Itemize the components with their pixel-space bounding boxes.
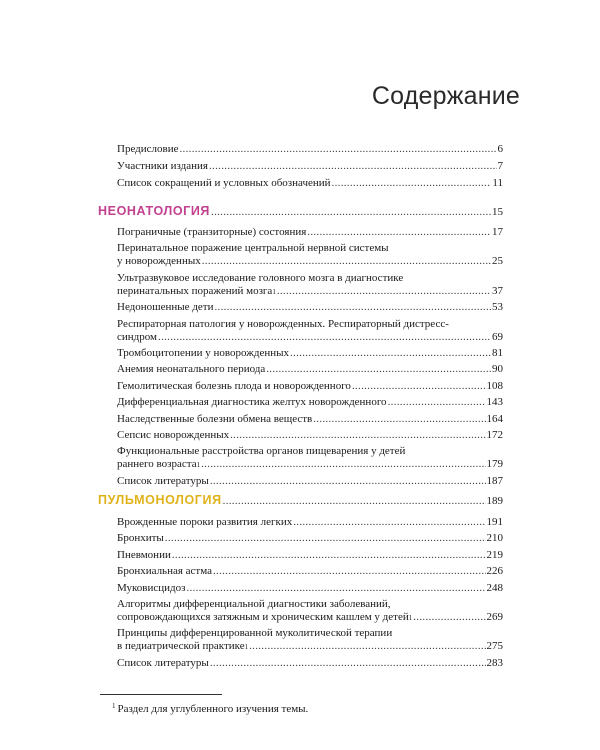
toc-entry[interactable] [117,363,503,376]
toc-entry[interactable] [117,429,503,442]
dot-leader [211,206,491,219]
page-number: 25 [492,255,503,268]
page-number: 179 [486,458,503,471]
toc-entry-text: Недоношенные дети [117,301,214,314]
footnote-text: Раздел для углубленного изучения темы. [117,703,309,715]
toc-entry[interactable] [117,565,503,578]
dot-leader [290,347,491,360]
toc-entry-text: Список литературы [117,474,209,487]
toc-entry-text: Бронхиты [117,532,164,545]
toc-entry[interactable] [117,475,503,488]
toc-entry-line: Респираторная патология у новорожденных. Респираторный дистресс- [117,317,449,330]
page-number: 90 [492,363,503,376]
toc-entry-text: Дифференциальная диагностика желтух новорожденного [117,396,387,409]
toc-entry-front[interactable] [117,143,503,156]
page-number: 191 [486,516,503,528]
toc-entry-text: у новорожденных [117,255,201,268]
toc-entry-text: сопровождающихся затяжным и хроническим кашлем у детей [117,611,409,623]
toc-entry[interactable] [117,532,503,545]
page-number: 11 [492,177,503,189]
toc-entry[interactable] [117,549,503,562]
dot-leader [209,160,497,173]
toc-entry-text: Пограничные (транзиторные) состояния [117,226,307,238]
page-number: 248 [486,581,503,594]
toc-entry-text: Бронхиальная астма [117,565,212,578]
toc-entry[interactable]: сопровождающихся затяжным и хроническим кашлем у детей 1 ..... 269 [117,611,503,624]
toc-entry-text: синдром [117,330,158,343]
toc-entry[interactable] [117,347,503,360]
toc-entry[interactable] [117,396,503,409]
page-number: 7 [497,160,503,172]
dot-leader [307,226,491,239]
dot-leader [158,331,491,344]
toc-entry[interactable]: в педиатрической практике 1 ..... 275 [117,640,503,653]
dot-leader [293,516,485,529]
toc-entry-line: Функциональные расстройства органов пищеварения у детей [117,445,406,458]
dot-leader [277,285,491,298]
toc-entry-text: Врожденные пороки развития легких [117,516,293,528]
page-number: 210 [486,532,503,545]
dot-leader [180,143,497,156]
toc-entry-text: Наследственные болезни обмена веществ [117,412,313,425]
toc-entry[interactable]: раннего возраста 1 ..... 179 [117,458,503,471]
page-number: 17 [492,226,503,238]
footnote [112,702,308,715]
toc-entry-text: Пневмонии [117,548,171,561]
page-number: 172 [486,429,503,441]
footnote-divider [100,694,222,695]
page-number: 108 [486,379,503,392]
toc-entry-front[interactable] [117,177,503,190]
toc-entry-text: Муковисцидоз [117,581,186,594]
dot-leader [172,549,486,562]
toc-entry-text: раннего возраста [117,458,197,471]
page-number: 6 [497,143,503,155]
page-number: 269 [486,611,503,623]
toc-entry[interactable] [117,516,503,529]
dot-leader [249,640,485,653]
toc-entry[interactable] [117,380,503,393]
page-number: 219 [486,548,503,561]
page-number: 226 [486,565,503,578]
page-number: 187 [486,474,503,487]
toc-entry[interactable] [117,331,503,344]
toc-entry[interactable] [117,226,503,239]
toc-entry[interactable] [117,301,503,314]
toc-entry[interactable]: перинатальных поражений мозга 1 ..... 37 [117,285,503,298]
dot-leader [202,255,491,268]
toc-entry[interactable] [117,657,503,670]
toc-entry-line: Алгоритмы дифференциальной диагностики заболеваний, [117,598,391,610]
footnote-mark: 1 [112,702,116,710]
toc-entry[interactable] [117,413,503,426]
toc-entry-text: Предисловие [117,143,179,155]
toc-entry-line: Ультразвуковое исследование головного мозга в диагностике [117,271,404,284]
dot-leader [388,396,486,409]
toc-entry-text: Тромбоцитопении у новорожденных [117,347,289,359]
toc-entry-text: ПУЛЬМОНОЛОГИЯ [98,493,222,507]
section-heading-neonatology[interactable] [98,205,503,219]
dot-leader [266,363,491,376]
toc-entry-text: Список сокращений и условных обозначений [117,177,331,189]
page-number: 283 [486,656,503,669]
page-number: 164 [486,412,503,425]
page-number: 69 [492,330,503,343]
toc-entry-line: Принципы дифференцированной муколитической терапии [117,627,393,640]
dot-leader [215,301,492,314]
dot-leader [201,458,485,471]
page-number: 53 [492,301,503,314]
page-number: 143 [486,396,503,409]
toc-entry-text: Участники издания [117,160,208,172]
dot-leader [223,495,486,508]
toc-entry-text: перинатальных поражений мозга [117,284,273,297]
dot-leader [165,532,486,545]
toc-entry-front[interactable] [117,160,503,173]
dot-leader [230,429,485,442]
section-heading-pulmonology[interactable] [98,494,503,508]
toc-entry-text: Сепсис новорожденных [117,429,230,441]
dot-leader [186,582,485,595]
toc-entry-text: в педиатрической практике [117,640,245,653]
toc-entry-line: Перинатальное поражение центральной нервной системы [117,242,389,255]
toc-entry-text: НЕОНАТОЛОГИЯ [98,204,211,218]
toc-entry-text: Анемия неонатального периода [117,363,266,376]
toc-entry[interactable] [117,582,503,595]
page-number: 37 [492,284,503,297]
dot-leader [213,565,486,578]
dot-leader [313,413,485,426]
dot-leader [210,475,486,488]
toc-entry[interactable] [117,255,503,268]
toc-entry-text: Гемолитическая болезнь плода и новорожденного [117,379,351,392]
page-title: Содержание [371,82,520,110]
dot-leader [332,177,492,190]
page-number: 81 [492,347,503,359]
dot-leader [413,611,485,624]
page-number: 189 [486,495,503,507]
page-number: 15 [492,206,503,218]
page-number: 275 [486,640,503,653]
dot-leader [210,657,486,670]
dot-leader [352,380,486,393]
toc-entry-text: Список литературы [117,656,209,669]
